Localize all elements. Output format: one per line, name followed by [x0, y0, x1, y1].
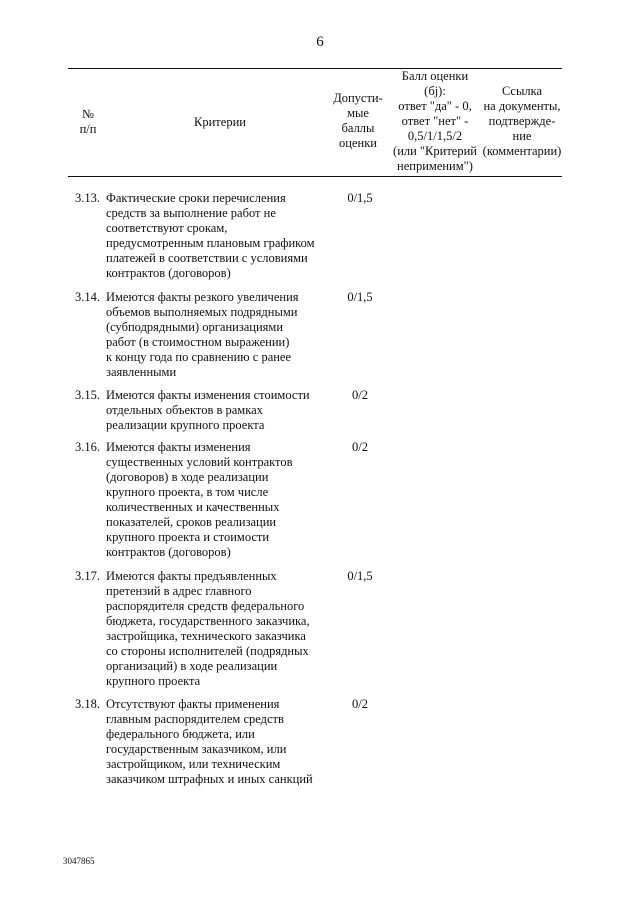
row-allowed-score: 0/2	[352, 440, 368, 454]
row-number: 3.18.	[75, 697, 100, 711]
row-number: 3.13.	[75, 191, 100, 205]
row-number: 3.17.	[75, 569, 100, 583]
row-allowed-score: 0/1,5	[347, 290, 373, 304]
header-allowed-scores: Допусти- мые баллы оценки	[333, 91, 383, 150]
row-criteria: Отсутствуют факты применения главным распорядителем средств федерального бюджета, или государственным заказчиком, или застройщиком, или техническим заказчиком штрафных и иных санкций	[106, 697, 313, 786]
row-criteria: Имеются факты резкого увеличения объемов выполняемых подрядными (субподрядными) организациями работ (в стоимостном выражении) к концу года по сравнению с ранее заявленными	[106, 290, 299, 379]
header-number: № п/п	[79, 107, 97, 136]
row-criteria: Имеются факты изменения существенных условий контрактов (договоров) в ходе реализации крупного проекта, в том числе количественных и качественных показателей, сроков реализации крупного проекта и стоимости контрактов (договоров)	[106, 440, 293, 559]
header-bottom-rule	[68, 176, 562, 177]
row-allowed-score: 0/2	[352, 697, 368, 711]
document-code: 3047865	[63, 856, 95, 866]
page-number: 6	[316, 34, 324, 50]
header-evaluation-score: Балл оценки (бj): ответ "да" - 0, ответ "нет" - 0,5/1/1,5/2 (или "Критерий неприменим")	[393, 69, 477, 173]
row-number: 3.15.	[75, 388, 100, 402]
row-allowed-score: 0/1,5	[347, 191, 373, 205]
row-criteria: Фактические сроки перечисления средств за выполнение работ не соответствуют срокам, предусмотренным плановым графиком платежей в соответствии с условиями контрактов (договоров)	[106, 191, 315, 280]
row-allowed-score: 0/2	[352, 388, 368, 402]
row-number: 3.16.	[75, 440, 100, 454]
row-number: 3.14.	[75, 290, 100, 304]
row-criteria: Имеются факты предъявленных претензий в адрес главного распорядителя средств федерального бюджета, государственного заказчика, застройщика, технического заказчика со стороны исполнителей (подрядных организаций) в ходе реализации крупного проекта	[106, 569, 310, 688]
header-criteria: Критерии	[194, 115, 246, 129]
header-top-rule	[68, 68, 562, 69]
row-criteria: Имеются факты изменения стоимости отдельных объектов в рамках реализации крупного проекта	[106, 388, 310, 432]
row-allowed-score: 0/1,5	[347, 569, 373, 583]
header-reference: Ссылка на документы, подтвержде- ние (комментарии)	[482, 84, 562, 158]
